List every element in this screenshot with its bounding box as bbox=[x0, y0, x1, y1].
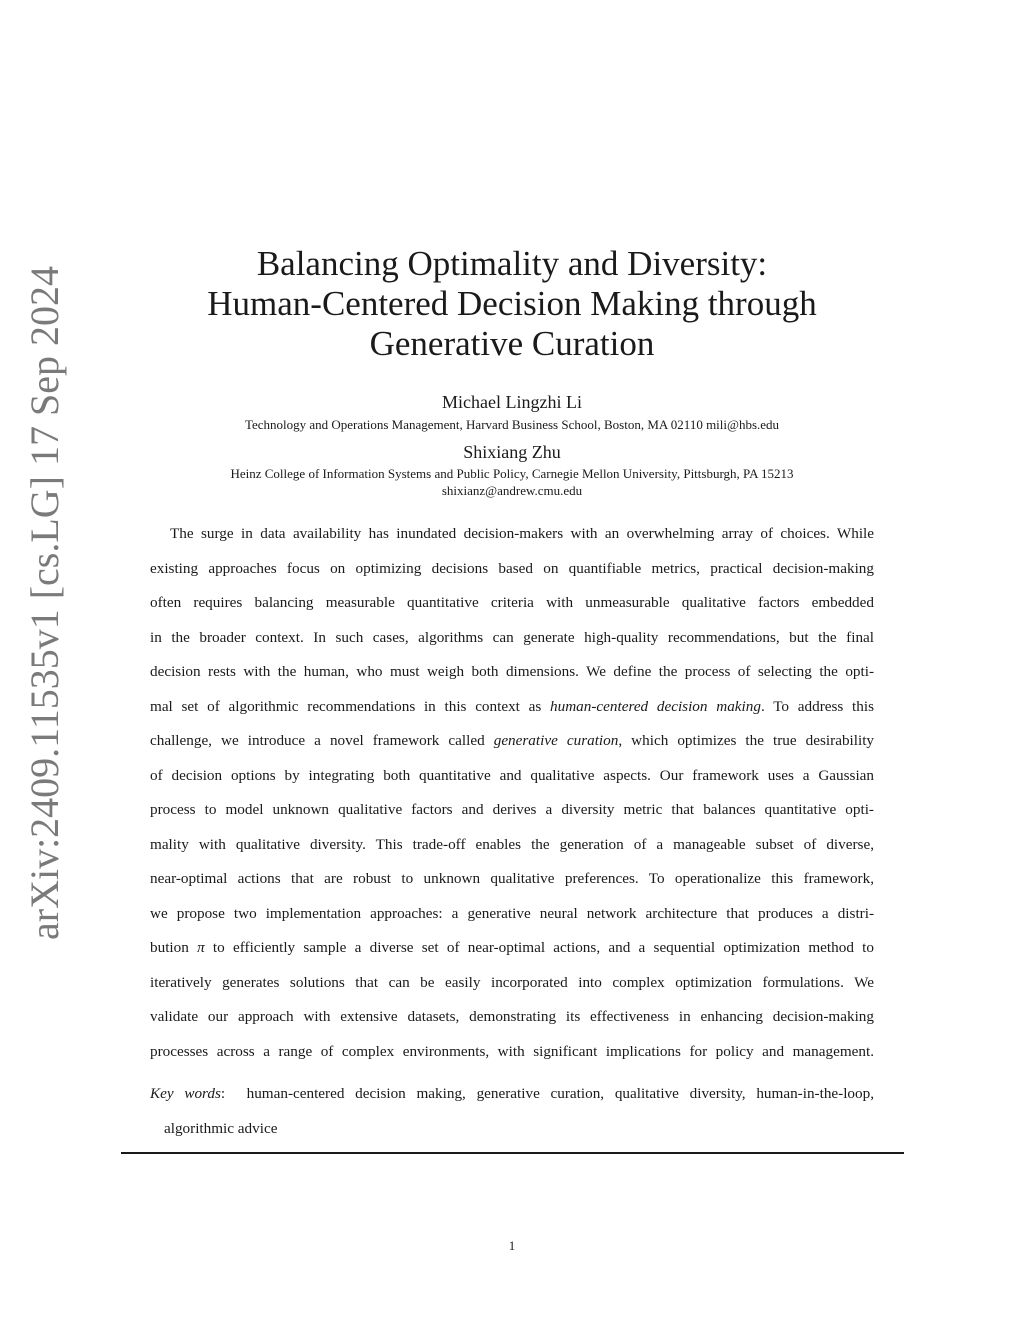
paper-title bbox=[150, 244, 874, 364]
title-line: Balancing Optimality and Diversity: bbox=[256, 244, 768, 283]
abstract-line: in the broader context. In such cases, algorithms can generate high-quality recommendations, but the final bbox=[150, 628, 874, 646]
abstract-text: bution bbox=[150, 939, 198, 956]
author-affiliation: Heinz College of Information Systems and Public Policy, Carnegie Mellon University, Pittsburgh, PA 15213 bbox=[230, 466, 794, 481]
abstract-line bbox=[150, 931, 874, 966]
keywords-line bbox=[150, 1077, 874, 1112]
abstract-line: iteratively generates solutions that can be easily incorporated into complex optimization formulations. We bbox=[150, 973, 874, 991]
author-affiliation: Technology and Operations Management, Harvard Business School, Boston, MA 02110 mili@hbs.edu bbox=[244, 417, 780, 432]
abstract-text: challenge, we introduce a novel framework called bbox=[150, 732, 494, 749]
author-block-1 bbox=[150, 391, 874, 433]
abstract-text: mal set of algorithmic recommendations in this context as bbox=[150, 697, 551, 715]
keywords bbox=[150, 1077, 874, 1146]
abstract-line: we propose two implementation approaches: a generative neural network architecture that produces a distri- bbox=[150, 904, 874, 922]
keywords-text: human-centered decision making, generative curation, qualitative diversity, human-in-the-loop, bbox=[246, 1085, 875, 1102]
author-name: Shixiang Zhu bbox=[463, 442, 561, 462]
author-name: Michael Lingzhi Li bbox=[442, 392, 582, 412]
abstract-emphasis: human-centered decision making bbox=[550, 697, 761, 715]
abstract-line: decision rests with the human, who must weigh both dimensions. We define the process of selecting the opti- bbox=[150, 663, 874, 680]
abstract-line: process to model unknown qualitative factors and derives a diversity metric that balances quantitative opti- bbox=[150, 801, 874, 818]
arxiv-identifier-stamp: arXiv:2409.11535v1 [cs.LG] 17 Sep 2024 bbox=[22, 266, 67, 940]
abstract-text: , which optimizes the true desirability bbox=[618, 732, 875, 749]
abstract-line: existing approaches focus on optimizing decisions based on quantifiable metrics, practical decision-making bbox=[150, 559, 874, 577]
abstract-line: mality with qualitative diversity. This trade-off enables the generation of a manageable subset of diverse, bbox=[150, 835, 874, 853]
author-block-2 bbox=[150, 441, 874, 499]
author-email: shixianz@andrew.cmu.edu bbox=[441, 483, 583, 498]
abstract-line: The surge in data availability has inundated decision-makers with an overwhelming array of choices. While bbox=[170, 525, 874, 542]
keywords-label: Key words bbox=[150, 1085, 221, 1102]
abstract-line: validate our approach with extensive datasets, demonstrating its effectiveness in enhancing decision-making bbox=[150, 1008, 874, 1025]
keywords-colon: : bbox=[220, 1085, 226, 1102]
abstract-text: . To address this bbox=[760, 697, 874, 715]
abstract-emphasis: generative curation bbox=[493, 732, 619, 749]
horizontal-rule bbox=[121, 1152, 904, 1154]
abstract-line: near-optimal actions that are robust to unknown qualitative preferences. To operationalize this framework, bbox=[150, 870, 874, 887]
abstract-line: of decision options by integrating both quantitative and qualitative aspects. Our framework uses a Gaussian bbox=[150, 766, 874, 784]
abstract-line bbox=[150, 690, 874, 725]
title-line: Human-Centered Decision Making through bbox=[207, 284, 817, 323]
abstract-line: processes across a range of complex environments, with significant implications for policy and management. bbox=[150, 1042, 874, 1060]
keywords-line: algorithmic advice bbox=[164, 1119, 278, 1137]
abstract-line bbox=[150, 724, 874, 759]
abstract-text: to efficiently sample a diverse set of near-optimal actions, and a sequential optimization method to bbox=[204, 939, 874, 956]
abstract-line: often requires balancing measurable quantitative criteria with unmeasurable qualitative factors embedded bbox=[150, 594, 874, 611]
abstract bbox=[150, 517, 874, 1069]
page-number: 1 bbox=[508, 1238, 516, 1253]
pi-symbol: π bbox=[197, 939, 205, 956]
title-line: Generative Curation bbox=[369, 324, 655, 363]
